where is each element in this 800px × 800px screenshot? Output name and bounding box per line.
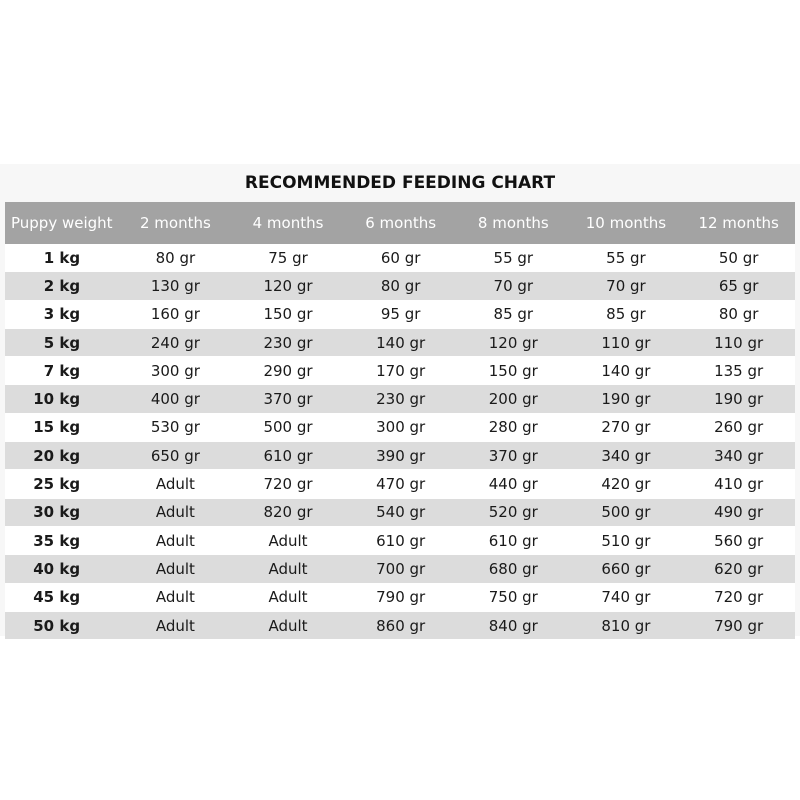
table-row <box>5 357 795 385</box>
amount-cell: 560 gr <box>682 526 795 554</box>
amount-cell: 810 gr <box>570 611 683 639</box>
amount-cell: 820 gr <box>232 498 345 526</box>
amount-cell: 130 gr <box>119 272 232 300</box>
amount-cell: 150 gr <box>457 357 570 385</box>
amount-cell: 135 gr <box>682 357 795 385</box>
amount-cell: 620 gr <box>682 555 795 583</box>
amount-cell: 80 gr <box>682 300 795 328</box>
amount-cell: 55 gr <box>457 244 570 272</box>
amount-cell: Adult <box>232 526 345 554</box>
amount-cell: 270 gr <box>570 413 683 441</box>
amount-cell: Adult <box>119 470 232 498</box>
weight-cell: 3 kg <box>5 300 119 328</box>
amount-cell: 240 gr <box>119 328 232 356</box>
amount-cell: 190 gr <box>682 385 795 413</box>
amount-cell: 790 gr <box>344 583 457 611</box>
weight-cell: 7 kg <box>5 357 119 385</box>
table-row <box>5 328 795 356</box>
amount-cell: 80 gr <box>119 244 232 272</box>
table-row <box>5 442 795 470</box>
amount-cell: 260 gr <box>682 413 795 441</box>
amount-cell: 80 gr <box>344 272 457 300</box>
amount-cell: 720 gr <box>232 470 345 498</box>
amount-cell: 65 gr <box>682 272 795 300</box>
amount-cell: Adult <box>119 555 232 583</box>
amount-cell: 420 gr <box>570 470 683 498</box>
amount-cell: 650 gr <box>119 442 232 470</box>
amount-cell: 200 gr <box>457 385 570 413</box>
amount-cell: Adult <box>119 611 232 639</box>
amount-cell: 170 gr <box>344 357 457 385</box>
amount-cell: 500 gr <box>570 498 683 526</box>
weight-cell: 5 kg <box>5 328 119 356</box>
amount-cell: 610 gr <box>232 442 345 470</box>
amount-cell: 400 gr <box>119 385 232 413</box>
amount-cell: 440 gr <box>457 470 570 498</box>
amount-cell: 790 gr <box>682 611 795 639</box>
weight-cell: 1 kg <box>5 244 119 272</box>
amount-cell: 720 gr <box>682 583 795 611</box>
amount-cell: 510 gr <box>570 526 683 554</box>
weight-cell: 45 kg <box>5 583 119 611</box>
table-row <box>5 385 795 413</box>
amount-cell: 680 gr <box>457 555 570 583</box>
amount-cell: 410 gr <box>682 470 795 498</box>
table-row <box>5 583 795 611</box>
amount-cell: 370 gr <box>232 385 345 413</box>
weight-cell: 35 kg <box>5 526 119 554</box>
amount-cell: Adult <box>232 555 345 583</box>
amount-cell: Adult <box>232 611 345 639</box>
table-row <box>5 611 795 639</box>
amount-cell: 610 gr <box>457 526 570 554</box>
amount-cell: 390 gr <box>344 442 457 470</box>
amount-cell: 750 gr <box>457 583 570 611</box>
amount-cell: 230 gr <box>344 385 457 413</box>
header-puppy-weight: Puppy weight <box>5 202 119 244</box>
amount-cell: 700 gr <box>344 555 457 583</box>
weight-cell: 50 kg <box>5 611 119 639</box>
header-8-months: 8 months <box>457 202 570 244</box>
table-row <box>5 413 795 441</box>
amount-cell: 300 gr <box>344 413 457 441</box>
amount-cell: 120 gr <box>232 272 345 300</box>
amount-cell: 860 gr <box>344 611 457 639</box>
table-row <box>5 498 795 526</box>
amount-cell: 70 gr <box>457 272 570 300</box>
weight-cell: 15 kg <box>5 413 119 441</box>
amount-cell: 110 gr <box>570 328 683 356</box>
amount-cell: 60 gr <box>344 244 457 272</box>
amount-cell: 340 gr <box>682 442 795 470</box>
amount-cell: 470 gr <box>344 470 457 498</box>
amount-cell: 840 gr <box>457 611 570 639</box>
amount-cell: 660 gr <box>570 555 683 583</box>
amount-cell: 55 gr <box>570 244 683 272</box>
amount-cell: 140 gr <box>570 357 683 385</box>
amount-cell: 70 gr <box>570 272 683 300</box>
amount-cell: 520 gr <box>457 498 570 526</box>
amount-cell: 740 gr <box>570 583 683 611</box>
table-row <box>5 272 795 300</box>
amount-cell: 610 gr <box>344 526 457 554</box>
amount-cell: 490 gr <box>682 498 795 526</box>
amount-cell: 540 gr <box>344 498 457 526</box>
header-2-months: 2 months <box>119 202 232 244</box>
amount-cell: Adult <box>232 583 345 611</box>
amount-cell: 300 gr <box>119 357 232 385</box>
amount-cell: 370 gr <box>457 442 570 470</box>
amount-cell: 85 gr <box>457 300 570 328</box>
amount-cell: 530 gr <box>119 413 232 441</box>
header-row <box>5 202 795 244</box>
weight-cell: 30 kg <box>5 498 119 526</box>
weight-cell: 25 kg <box>5 470 119 498</box>
feeding-table <box>5 202 795 640</box>
header-4-months: 4 months <box>232 202 345 244</box>
amount-cell: 75 gr <box>232 244 345 272</box>
amount-cell: Adult <box>119 498 232 526</box>
amount-cell: 95 gr <box>344 300 457 328</box>
table-row <box>5 470 795 498</box>
table-row <box>5 244 795 272</box>
amount-cell: 500 gr <box>232 413 345 441</box>
amount-cell: Adult <box>119 583 232 611</box>
table-body <box>5 244 795 640</box>
header-12-months: 12 months <box>682 202 795 244</box>
amount-cell: 150 gr <box>232 300 345 328</box>
amount-cell: 290 gr <box>232 357 345 385</box>
amount-cell: 340 gr <box>570 442 683 470</box>
amount-cell: 110 gr <box>682 328 795 356</box>
weight-cell: 20 kg <box>5 442 119 470</box>
table-row <box>5 526 795 554</box>
amount-cell: 280 gr <box>457 413 570 441</box>
weight-cell: 40 kg <box>5 555 119 583</box>
table-row <box>5 300 795 328</box>
amount-cell: 160 gr <box>119 300 232 328</box>
amount-cell: 230 gr <box>232 328 345 356</box>
weight-cell: 2 kg <box>5 272 119 300</box>
amount-cell: Adult <box>119 526 232 554</box>
amount-cell: 140 gr <box>344 328 457 356</box>
amount-cell: 120 gr <box>457 328 570 356</box>
amount-cell: 50 gr <box>682 244 795 272</box>
amount-cell: 85 gr <box>570 300 683 328</box>
amount-cell: 190 gr <box>570 385 683 413</box>
header-6-months: 6 months <box>344 202 457 244</box>
weight-cell: 10 kg <box>5 385 119 413</box>
header-10-months: 10 months <box>570 202 683 244</box>
chart-title: RECOMMENDED FEEDING CHART <box>244 173 556 193</box>
table-row <box>5 555 795 583</box>
